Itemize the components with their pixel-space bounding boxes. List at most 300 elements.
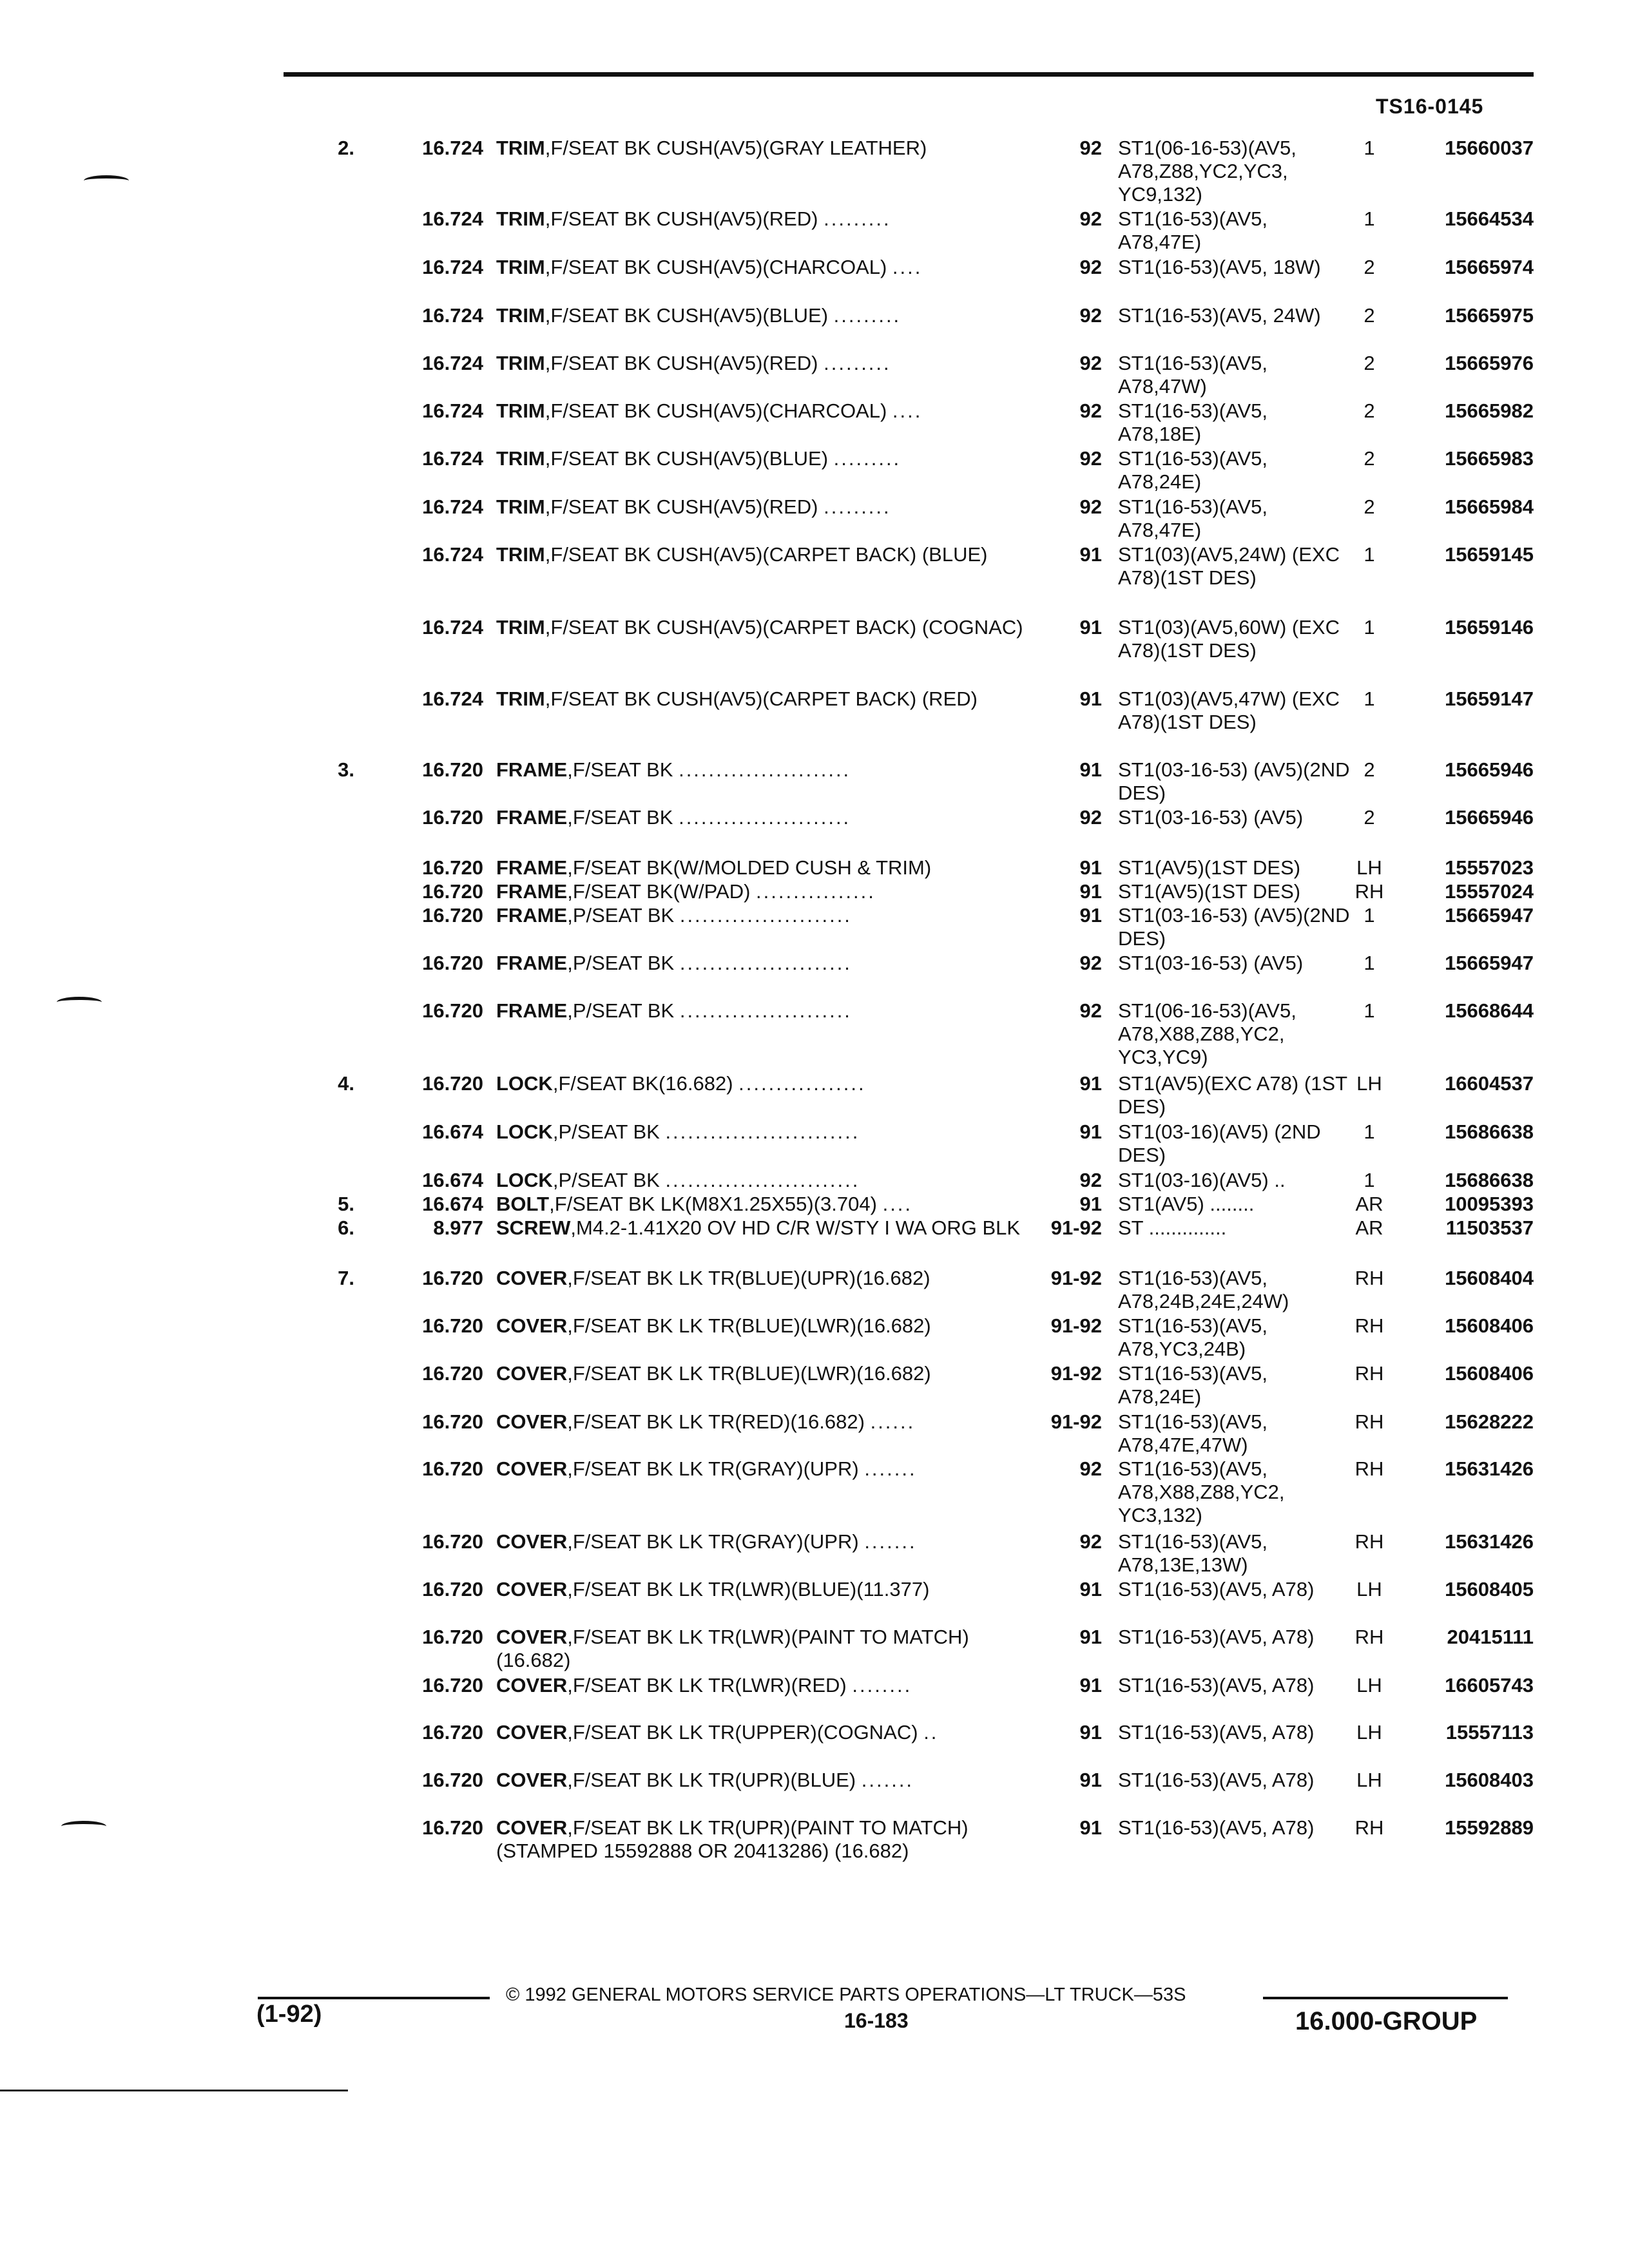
- quantity: RH: [1354, 1457, 1384, 1480]
- model-year: 92: [1079, 999, 1102, 1022]
- part-name: TRIM: [496, 543, 545, 566]
- part-description: [496, 1267, 1031, 1290]
- model-usage: ST1(16-53)(AV5, A78): [1118, 1674, 1315, 1696]
- part-name: COVER: [496, 1674, 568, 1696]
- model-usage: ST1(03-16)(AV5) (2ND DES): [1118, 1120, 1321, 1166]
- quantity: 1: [1364, 543, 1375, 566]
- part-description: [496, 495, 1031, 519]
- page-number: 16-183: [844, 2009, 909, 2032]
- part-detail: ,F/SEAT BK CUSH(AV5)(CARPET BACK) (RED): [545, 687, 978, 710]
- model-year: 92: [1079, 952, 1102, 974]
- part-description: [496, 1120, 1031, 1144]
- part-number: 15608406: [1445, 1314, 1534, 1337]
- part-name: TRIM: [496, 304, 545, 327]
- part-detail: ,F/SEAT BK CUSH(AV5)(CARPET BACK) (BLUE): [545, 543, 988, 566]
- part-number: 15664534: [1445, 207, 1534, 230]
- part-description: [496, 1626, 1031, 1672]
- part-number: 15665983: [1445, 447, 1534, 470]
- group-number: 16.720: [422, 1267, 483, 1289]
- part-name: FRAME: [496, 999, 568, 1022]
- group-number: 16.720: [422, 999, 483, 1022]
- part-detail: ,F/SEAT BK CUSH(AV5)(RED): [545, 495, 818, 518]
- reference-number: 4.: [338, 1072, 354, 1095]
- part-name: COVER: [496, 1362, 568, 1385]
- reference-number: 3.: [338, 758, 354, 781]
- leader-dots: .......: [864, 1530, 917, 1553]
- model-year: 91: [1079, 1721, 1102, 1744]
- leader-dots: ....: [892, 399, 923, 422]
- part-name: TRIM: [496, 447, 545, 470]
- part-detail: ,F/SEAT BK LK TR(BLUE)(LWR)(16.682): [567, 1314, 931, 1337]
- model-year: 91: [1079, 1626, 1102, 1648]
- part-detail: ,F/SEAT BK LK TR(LWR)(PAINT TO MATCH)(16.682): [496, 1626, 969, 1671]
- part-detail: ,F/SEAT BK CUSH(AV5)(CARPET BACK) (COGNAC): [545, 616, 1023, 639]
- leader-dots: .......: [861, 1769, 914, 1791]
- quantity: RH: [1354, 1314, 1384, 1337]
- part-number: 15686638: [1445, 1169, 1534, 1191]
- group-number: 16.720: [422, 1769, 483, 1791]
- group-number: 16.724: [422, 304, 483, 327]
- quantity: RH: [1354, 1626, 1384, 1648]
- part-number: 15665947: [1445, 904, 1534, 927]
- part-number: 15659147: [1445, 687, 1534, 710]
- part-name: FRAME: [496, 880, 568, 903]
- group-number: 16.720: [422, 1362, 483, 1385]
- model-year: 91: [1079, 1193, 1102, 1215]
- part-description: [496, 880, 1031, 903]
- leader-dots: .......................: [679, 904, 852, 927]
- group-number: 16.720: [422, 1410, 483, 1433]
- part-detail: ,P/SEAT BK: [567, 904, 675, 927]
- part-detail: ,F/SEAT BK LK TR(UPR)(BLUE): [567, 1769, 856, 1791]
- part-detail: ,M4.2-1.41X20 OV HD C/R W/STY I WA ORG BLK: [570, 1216, 1021, 1239]
- part-number: 15660037: [1445, 137, 1534, 159]
- part-name: TRIM: [496, 352, 545, 374]
- part-detail: ,F/SEAT BK CUSH(AV5)(RED): [545, 207, 818, 230]
- group-number: 16.724: [422, 447, 483, 470]
- part-name: COVER: [496, 1721, 568, 1744]
- part-number: 15608404: [1445, 1267, 1534, 1289]
- part-name: FRAME: [496, 758, 568, 781]
- quantity: 1: [1364, 1120, 1375, 1143]
- leader-dots: .......: [864, 1457, 917, 1480]
- group-number: 16.720: [422, 1530, 483, 1553]
- part-number: 11503537: [1445, 1216, 1534, 1239]
- leader-dots: ......: [870, 1410, 916, 1433]
- part-description: [496, 1578, 1031, 1601]
- part-number: 15557113: [1445, 1721, 1534, 1744]
- quantity: 2: [1364, 304, 1375, 327]
- part-detail: ,P/SEAT BK: [567, 952, 675, 974]
- group-number: 16.724: [422, 543, 483, 566]
- model-usage: ST1(16-53)(AV5, A78,47E): [1118, 207, 1268, 253]
- part-name: COVER: [496, 1578, 568, 1600]
- model-usage: ST1(16-53)(AV5, A78,YC3,24B): [1118, 1314, 1268, 1360]
- part-description: [496, 1193, 1031, 1216]
- group-number: 16.720: [422, 952, 483, 974]
- group-number: 16.674: [422, 1169, 483, 1191]
- model-usage: ST1(AV5)(EXC A78) (1ST DES): [1118, 1072, 1347, 1118]
- quantity: RH: [1354, 1816, 1384, 1839]
- part-detail: ,F/SEAT BK CUSH(AV5)(BLUE): [545, 447, 829, 470]
- part-number: 15608403: [1445, 1769, 1534, 1791]
- part-number: 15665982: [1445, 399, 1534, 422]
- model-year: 91: [1079, 1769, 1102, 1791]
- part-description: [496, 806, 1031, 829]
- leader-dots: .........: [824, 352, 891, 374]
- copyright-line: © 1992 GENERAL MOTORS SERVICE PARTS OPERATIONS—LT TRUCK—53S: [506, 1984, 1186, 2005]
- quantity: 1: [1364, 952, 1375, 974]
- model-year: 92: [1079, 399, 1102, 422]
- part-description: [496, 1169, 1031, 1192]
- part-description: [496, 207, 1031, 231]
- part-name: LOCK: [496, 1169, 553, 1191]
- model-year: 91: [1079, 904, 1102, 927]
- part-number: 15608406: [1445, 1362, 1534, 1385]
- part-name: BOLT: [496, 1193, 550, 1215]
- quantity: RH: [1354, 1530, 1384, 1553]
- model-usage: ST1(16-53)(AV5, A78): [1118, 1578, 1315, 1600]
- model-usage: ST1(16-53)(AV5, A78): [1118, 1816, 1315, 1839]
- model-year: 91: [1079, 1674, 1102, 1696]
- reference-number: 2.: [338, 137, 354, 159]
- part-detail: ,F/SEAT BK LK TR(BLUE)(LWR)(16.682): [567, 1362, 931, 1385]
- model-year: 92: [1079, 1169, 1102, 1191]
- quantity: LH: [1356, 856, 1382, 879]
- model-year: 91-92: [1050, 1362, 1102, 1385]
- quantity: 2: [1364, 495, 1375, 518]
- part-name: LOCK: [496, 1120, 553, 1143]
- model-year: 92: [1079, 806, 1102, 829]
- part-description: [496, 1072, 1031, 1095]
- part-description: [496, 904, 1031, 927]
- part-description: [496, 687, 1031, 711]
- model-year: 91: [1079, 687, 1102, 710]
- part-description: [496, 1721, 1031, 1744]
- part-name: COVER: [496, 1314, 568, 1337]
- model-year: 91: [1079, 616, 1102, 639]
- part-number: 16604537: [1445, 1072, 1534, 1095]
- part-number: 15665976: [1445, 352, 1534, 374]
- model-usage: ST1(03-16-53) (AV5): [1118, 952, 1304, 974]
- group-number: 16.720: [422, 1816, 483, 1839]
- quantity: 2: [1364, 758, 1375, 781]
- part-detail: ,F/SEAT BK LK TR(UPPER)(COGNAC): [567, 1721, 918, 1744]
- quantity: 2: [1364, 806, 1375, 829]
- part-description: [496, 256, 1031, 279]
- part-description: [496, 1362, 1031, 1385]
- part-number: 15631426: [1445, 1530, 1534, 1553]
- part-detail: ,F/SEAT BK CUSH(AV5)(BLUE): [545, 304, 829, 327]
- revision-date: (1-92): [256, 2001, 322, 2028]
- part-description: [496, 758, 1031, 782]
- model-usage: ST1(03)(AV5,47W) (EXC A78)(1ST DES): [1118, 687, 1340, 733]
- group-number: 8.977: [433, 1216, 483, 1239]
- part-number: 15659146: [1445, 616, 1534, 639]
- group-number: 16.720: [422, 1674, 483, 1696]
- model-usage: ST1(03)(AV5,60W) (EXC A78)(1ST DES): [1118, 616, 1340, 662]
- leader-dots: ..........................: [665, 1169, 860, 1191]
- part-description: [496, 137, 1031, 160]
- footer-rule-right: [1263, 1997, 1508, 1999]
- part-detail: ,F/SEAT BK LK TR(LWR)(BLUE)(11.377): [567, 1578, 930, 1600]
- part-detail: ,F/SEAT BK(W/PAD): [567, 880, 751, 903]
- quantity: 1: [1364, 904, 1375, 927]
- part-description: [496, 952, 1031, 975]
- quantity: AR: [1355, 1193, 1383, 1215]
- part-name: TRIM: [496, 256, 545, 278]
- model-usage: ST1(06-16-53)(AV5, A78,X88,Z88,YC2, YC3,YC9): [1118, 999, 1296, 1068]
- model-year: 91-92: [1050, 1216, 1102, 1239]
- leader-dots: ..: [923, 1721, 939, 1744]
- model-usage: ST1(03-16-53) (AV5)(2ND DES): [1118, 758, 1350, 804]
- model-usage: ST1(16-53)(AV5, A78,24B,24E,24W): [1118, 1267, 1289, 1312]
- quantity: AR: [1355, 1216, 1383, 1239]
- model-year: 91: [1079, 856, 1102, 879]
- part-detail: ,F/SEAT BK CUSH(AV5)(GRAY LEATHER): [545, 137, 927, 159]
- part-description: [496, 399, 1031, 423]
- document-id: TS16-0145: [1376, 95, 1484, 118]
- group-number: 16.724: [422, 207, 483, 230]
- part-name: FRAME: [496, 904, 568, 927]
- leader-dots: .......................: [679, 952, 852, 974]
- model-year: 91-92: [1050, 1267, 1102, 1289]
- part-name: COVER: [496, 1267, 568, 1289]
- part-detail: ,F/SEAT BK CUSH(AV5)(RED): [545, 352, 818, 374]
- model-usage: ST1(16-53)(AV5, A78,13E,13W): [1118, 1530, 1268, 1576]
- group-number: 16.724: [422, 256, 483, 278]
- model-usage: ST1(03)(AV5,24W) (EXC A78)(1ST DES): [1118, 543, 1340, 589]
- part-detail: ,F/SEAT BK LK TR(BLUE)(UPR)(16.682): [567, 1267, 930, 1289]
- quantity: 1: [1364, 1169, 1375, 1191]
- part-number: 15659145: [1445, 543, 1534, 566]
- part-description: [496, 1674, 1031, 1697]
- model-year: 91: [1079, 1072, 1102, 1095]
- part-number: 16605743: [1445, 1674, 1534, 1696]
- part-description: [496, 352, 1031, 375]
- part-number: 15665946: [1445, 758, 1534, 781]
- quantity: 1: [1364, 616, 1375, 639]
- part-number: 15665974: [1445, 256, 1534, 278]
- leader-dots: .......................: [679, 758, 851, 781]
- group-title: 16.000-GROUP: [1295, 2007, 1478, 2035]
- part-name: TRIM: [496, 687, 545, 710]
- quantity: 2: [1364, 256, 1375, 278]
- part-name: TRIM: [496, 137, 545, 159]
- part-name: COVER: [496, 1626, 568, 1648]
- model-usage: ST1(AV5) ........: [1118, 1193, 1255, 1215]
- part-detail: ,F/SEAT BK LK TR(GRAY)(UPR): [567, 1457, 859, 1480]
- group-number: 16.720: [422, 758, 483, 781]
- footer-rule-left: [258, 1997, 490, 1999]
- group-number: 16.720: [422, 1626, 483, 1648]
- part-number: 15665975: [1445, 304, 1534, 327]
- model-usage: ST1(16-53)(AV5, A78,X88,Z88,YC2, YC3,132): [1118, 1457, 1285, 1526]
- group-number: 16.674: [422, 1193, 483, 1215]
- part-number: 20415111: [1447, 1626, 1534, 1648]
- quantity: RH: [1354, 880, 1384, 903]
- model-usage: ST1(16-53)(AV5, A78,24E): [1118, 447, 1268, 493]
- model-year: 91: [1079, 543, 1102, 566]
- group-number: 16.724: [422, 495, 483, 518]
- part-name: COVER: [496, 1816, 568, 1839]
- model-year: 91-92: [1050, 1314, 1102, 1337]
- group-number: 16.724: [422, 616, 483, 639]
- part-number: 15608405: [1445, 1578, 1534, 1600]
- quantity: 1: [1364, 137, 1375, 159]
- group-number: 16.720: [422, 880, 483, 903]
- model-usage: ST1(16-53)(AV5, 24W): [1118, 304, 1321, 327]
- model-year: 91-92: [1050, 1410, 1102, 1433]
- part-detail: ,P/SEAT BK: [567, 999, 675, 1022]
- leader-dots: .......................: [679, 999, 852, 1022]
- leader-dots: ................: [756, 880, 876, 903]
- model-usage: ST1(06-16-53)(AV5, A78,Z88,YC2,YC3, YC9,132): [1118, 137, 1296, 206]
- quantity: LH: [1356, 1674, 1382, 1696]
- part-description: [496, 304, 1031, 327]
- part-number: 15686638: [1445, 1120, 1534, 1143]
- model-year: 92: [1079, 1457, 1102, 1480]
- part-number: 15668644: [1445, 999, 1534, 1022]
- model-year: 92: [1079, 137, 1102, 159]
- part-detail: ,F/SEAT BK LK TR(GRAY)(UPR): [567, 1530, 859, 1553]
- part-detail: ,F/SEAT BK CUSH(AV5)(CHARCOAL): [545, 256, 887, 278]
- model-year: 92: [1079, 447, 1102, 470]
- part-name: FRAME: [496, 856, 568, 879]
- model-usage: ST1(16-53)(AV5, A78,47E,47W): [1118, 1410, 1268, 1456]
- part-detail: ,F/SEAT BK: [567, 806, 673, 829]
- quantity: LH: [1356, 1721, 1382, 1744]
- model-year: 92: [1079, 352, 1102, 374]
- leader-dots: .........: [833, 447, 901, 470]
- leader-dots: .................: [738, 1072, 866, 1095]
- part-number: 15557024: [1445, 880, 1534, 903]
- part-number: 10095393: [1445, 1193, 1534, 1215]
- quantity: 2: [1364, 447, 1375, 470]
- part-name: TRIM: [496, 207, 545, 230]
- model-year: 91: [1079, 1578, 1102, 1600]
- group-number: 16.720: [422, 856, 483, 879]
- group-number: 16.720: [422, 1721, 483, 1744]
- model-usage: ST1(16-53)(AV5, A78,24E): [1118, 1362, 1268, 1408]
- leader-dots: ........: [852, 1674, 912, 1696]
- part-number: 15592889: [1445, 1816, 1534, 1839]
- part-description: [496, 999, 1031, 1023]
- part-description: [496, 1769, 1031, 1792]
- part-detail: ,P/SEAT BK: [552, 1120, 660, 1143]
- part-detail: ,F/SEAT BK(W/MOLDED CUSH & TRIM): [567, 856, 932, 879]
- part-description: [496, 856, 1031, 879]
- part-detail: ,F/SEAT BK LK TR(LWR)(RED): [567, 1674, 847, 1696]
- part-detail: ,F/SEAT BK LK TR(RED)(16.682): [567, 1410, 865, 1433]
- group-number: 16.724: [422, 687, 483, 710]
- group-number: 16.724: [422, 399, 483, 422]
- quantity: RH: [1354, 1410, 1384, 1433]
- part-description: [496, 1314, 1031, 1338]
- quantity: RH: [1354, 1362, 1384, 1385]
- model-usage: ST1(16-53)(AV5, A78,47W): [1118, 352, 1268, 398]
- group-number: 16.720: [422, 1072, 483, 1095]
- quantity: 2: [1364, 352, 1375, 374]
- quantity: LH: [1356, 1578, 1382, 1600]
- part-description: [496, 616, 1031, 639]
- part-name: COVER: [496, 1530, 568, 1553]
- model-year: 92: [1079, 304, 1102, 327]
- group-number: 16.720: [422, 1314, 483, 1337]
- model-usage: ST1(AV5)(1ST DES): [1118, 880, 1301, 903]
- model-usage: ST1(16-53)(AV5, A78): [1118, 1721, 1315, 1744]
- quantity: 1: [1364, 207, 1375, 230]
- model-year: 91: [1079, 1816, 1102, 1839]
- leader-dots: .........: [833, 304, 901, 327]
- leader-dots: ....: [892, 256, 923, 278]
- model-usage: ST1(AV5)(1ST DES): [1118, 856, 1301, 879]
- part-name: COVER: [496, 1769, 568, 1791]
- group-number: 16.720: [422, 1578, 483, 1600]
- part-description: [496, 1457, 1031, 1481]
- model-year: 92: [1079, 495, 1102, 518]
- reference-number: 7.: [338, 1267, 354, 1289]
- part-description: [496, 1816, 1031, 1863]
- part-number: 15631426: [1445, 1457, 1534, 1480]
- model-year: 92: [1079, 1530, 1102, 1553]
- quantity: 1: [1364, 687, 1375, 710]
- part-name: TRIM: [496, 495, 545, 518]
- part-detail: ,P/SEAT BK: [552, 1169, 660, 1191]
- group-number: 16.720: [422, 1457, 483, 1480]
- part-name: FRAME: [496, 806, 568, 829]
- model-usage: ST1(16-53)(AV5, A78,47E): [1118, 495, 1268, 541]
- part-number: 15628222: [1445, 1410, 1534, 1433]
- model-usage: ST1(03-16-53) (AV5)(2ND DES): [1118, 904, 1350, 950]
- model-usage: ST1(03-16)(AV5) ..: [1118, 1169, 1286, 1191]
- leader-dots: .......................: [679, 806, 851, 829]
- model-year: 91: [1079, 1120, 1102, 1143]
- leader-dots: ....: [882, 1193, 913, 1215]
- part-detail: ,F/SEAT BK(16.682): [552, 1072, 733, 1095]
- model-usage: ST1(16-53)(AV5, A78,18E): [1118, 399, 1268, 445]
- quantity: LH: [1356, 1072, 1382, 1095]
- model-year: 92: [1079, 256, 1102, 278]
- part-number: 15557023: [1445, 856, 1534, 879]
- part-name: SCREW: [496, 1216, 571, 1239]
- reference-number: 6.: [338, 1216, 354, 1239]
- leader-dots: .........: [824, 495, 891, 518]
- quantity: LH: [1356, 1769, 1382, 1791]
- part-detail: ,F/SEAT BK LK TR(UPR)(PAINT TO MATCH)(STAMPED 15592888 OR 20413286) (16.682): [496, 1816, 969, 1862]
- model-usage: ST1(16-53)(AV5, 18W): [1118, 256, 1321, 278]
- leader-dots: ..........................: [665, 1120, 860, 1143]
- part-detail: ,F/SEAT BK LK(M8X1.25X55)(3.704): [549, 1193, 877, 1215]
- model-usage: ST1(16-53)(AV5, A78): [1118, 1769, 1315, 1791]
- part-name: COVER: [496, 1410, 568, 1433]
- quantity: RH: [1354, 1267, 1384, 1289]
- part-name: TRIM: [496, 399, 545, 422]
- group-number: 16.720: [422, 904, 483, 927]
- group-number: 16.720: [422, 806, 483, 829]
- group-number: 16.724: [422, 137, 483, 159]
- reference-number: 5.: [338, 1193, 354, 1215]
- part-description: [496, 447, 1031, 470]
- model-year: 91: [1079, 758, 1102, 781]
- model-year: 91: [1079, 880, 1102, 903]
- model-usage: ST1(03-16-53) (AV5): [1118, 806, 1304, 829]
- part-number: 15665947: [1445, 952, 1534, 974]
- model-usage: ST1(16-53)(AV5, A78): [1118, 1626, 1315, 1648]
- part-number: 15665984: [1445, 495, 1534, 518]
- group-number: 16.674: [422, 1120, 483, 1143]
- part-description: [496, 1530, 1031, 1553]
